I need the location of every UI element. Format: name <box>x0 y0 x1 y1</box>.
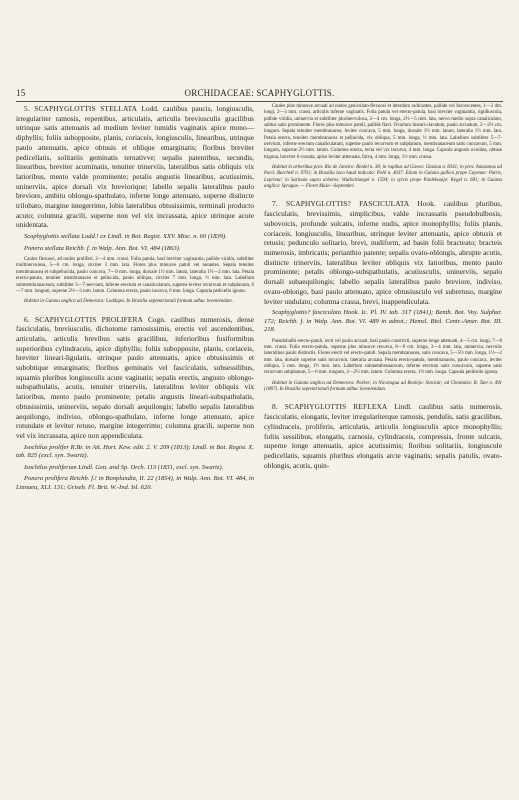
spacer <box>264 190 502 199</box>
species-7-heading: 7. SCAPHYGLOTTIS? FASCICULATA <box>272 199 410 209</box>
species-5-body: Lodd. caulibus paucis, longiusculis, irregulariter ramosis, repentibus, articulatis, articulis breviusculis gracilibus utrinque satis attenuatis ad medium leviter tumidis vaginatis apice mono—diphyllis; foliis subopposite, planis, coriaceis, longiusculis, linearibus, utrinque paulo attenuatis, apice obtusis et oblique emarginatis; floribus breviter pedicellatis, solitariis geminatis ternativve; sepalis patentibus, secundis, linearibus, breviter acuminatis, tenuiter trinerviis, lateralibus satis obliquis vix latioribus, mento valde prominente; petalis angustis linearibus, acutissimis, uninerviis, apice dorsali vix breviorique; labello sepalis lateralibus paulo breviore, ambitu oblongo-spathulato, inferne longe attenuato, superne distincte trilobato, margine integerrimo, lobis lateralibus obtusissimis, terminali producto acuto; columna gracili, superne non vel vix incrassata, apice utrinque acute unidentata. <box>16 104 255 230</box>
species-5-entry <box>16 104 254 230</box>
species-5-habitat: Habitat in Guiana anglica ad Demerara: Loddiges. In Brasilia septentrionali formam adhuc inveniendam. <box>24 299 233 305</box>
species-8-heading: 8. SCAPHYGLOTTIS REFLEXA <box>272 402 388 412</box>
species-5-description: Caules flexuosi, ad nodos proliferi, 2—4 mm. crassi. Folia patula, basi breviter vaginantia, pallide viridia, subtiliter multinervulosa, 5—6 cm. longa, circiter 3 mm. lata. Flores plus minusve patuli vel nutantes. Sepala tenuiter membranacea et subpellucida, paulo concava, 7—9 mm. longa, dorsale 1½ mm. latum, lateralia 1½—2 mm. lata. Petala erecto-patula, tenuiter membranacea et pellucida, paulo obliqua, circiter 7 mm. longa, ½ mm. lata. Labellum submembranaceum, subtiliter 5—7-nervium, inferne erectum et canaliculatum, superne leviter recurvum et subplanum, 6—7 mm. longum, superne 2½—3 mm. latum. Columna erecta, paulo incurva, 6 mm. longa. Capsula pedicello ignota. <box>16 257 254 294</box>
species-5-citation-2: Ponera stellata Reichb. f. in Walp. Ann. Bot. VI. 484 (1863). <box>24 244 181 252</box>
left-column <box>16 104 254 492</box>
species-5-heading: 5. SCAPHYGLOTTIS STELLATA <box>24 104 138 113</box>
species-7-body: Hook. caulibus pluribus, fasciculatis, brevissimis, simplicibus, valde incrassatis pseudobulbosis, subovoicis, profunde sulcatis, inferne nudis, apice monophyllis; foliis planis, coriaceis, longiusculis, linearibus, utrinque leviter attenuatis, apice obtusis et retusis; pedunculo solitario, brevi, nudiform, ad basin folii bracteato; bracteis numerosis, imbricatis; perianthio patente; sepalis ovato-oblongis, abrupte acutis, distincte trinerviis, lateralibus leviter obliquis vix latioribus, mento paulo prominente; petalis oblongo-subspathulatis, acutiusculis, uninerviis, sepalo dorsali subaequilongis; labello sepalis lateralibus paulo breviore, indiviso, ovato-oblongo, basi paulo attenuato, apice obtusiusculo vel subretuso, margine leviter undulato; columna crassa, brevi, inappendiculata. <box>264 199 502 306</box>
spacer <box>16 306 254 315</box>
running-title: ORCHIDACEAE: SCAPHYGLOTTIS. <box>184 88 335 98</box>
species-6-citation-3: Ponera prolifera Reichb. f.! in Bonplandia, II. 22 (1854), in Walp. Ann. Bot. VI. 484, in Linnaea, XLI. 131; Griseb. Fl. Brit. W.-Ind. Isl. 620. <box>16 475 254 491</box>
species-8-entry <box>264 402 502 470</box>
species-6-entry <box>16 315 254 441</box>
page-number: 15 <box>16 88 26 98</box>
species-8-body: Lindl. caulibus satis numerosis, fasciculatis, elongatis, leviter irregulariterque ramosis, pendulis, satis gracilibus, cylindraceis, proliferis, articulatis, articulis longiusculis apice monophyllis; foliis sessilibus, elongatis, carnosis, cylindraceis, compressis, fronte sulcatis, superne longe attenuatis, apice acutissimis; floribus solitariis, longiuscule pedicellatis, squamis pluribus elongatis arcte vaginatis; sepalis patulis, ovato-oblongis, acutis, quin- <box>264 402 502 470</box>
species-7-citation-1: Scaphyglottis? fasciculata Hook. Ic. Pl. IV. tab. 317 (1841); Benth. Bot. Voy. Sulphur. 172; Reichb. f. in Walp. Ann. Bot. VI. 489 in adnot.; Hemsl. Biol. Centr.-Amer. Bot. III. 218. <box>264 309 502 334</box>
species-5-citation-1: Scaphyglottis stellata Lodd.! ex Lindl. in Bot. Regist. XXV. Misc. n. 60 (1839). <box>24 233 227 241</box>
header-rule <box>16 101 503 102</box>
species-6-habitat: Habitat in arboribus prov. Rio de Janeiro: Riedel n. 38; in rupibus ad Gavea: Glaziou n. 8341; in prov. Amazonas ad Pará: Burchell n. 9761; in Brasilia loco haud indicato: Pohl n. 4637. Etiam in Guiana gallica prope Cayenne: Patris, Leprieur; in Surinam supra arbores: Wullschlaegel n. 1594; in sylvis prope Paidekouije: Kegel n. 681; in Guiana anglica: Sprague. — Floret Maio—Septembri. <box>264 165 502 190</box>
species-6-citation-2: Isochilus proliferum Lindl. Gen. and Sp. Orch. 113 (1831, excl. syn. Swartz). <box>24 463 224 471</box>
right-column <box>264 104 502 470</box>
species-6-heading: 6. SCAPHYGLOTTIS PROLIFERA <box>24 314 143 324</box>
species-6-description: Caules plus minusve arcuati ad nodos geniculato-flexuosi et interdum radicantes, pallide vel fuscescentes, 1—2 dm. longi, 2—3 mm. crassi, articulis inferne vaginatis. Folia patula vel erecto-patula, basi breviter vaginantia, rigidiuscula, pallide viridia, uninervia et subtiliter plurinervulosa, 2—4 cm. longa, 2½—5 mm. lata, nervo medio supra canaliculato, subtus satis prominente. Flores plus minusve patuli, pallide flavi. Ovarium lineari-clavatum, paulo arcuatum, 2—2½ cm. longum. Sepala tenuiter membranacea, leviter concava, 5 mm. longa, dorsale 1½ mm. latum, lateralia 1½ mm. lata. Petala erecta, tenuiter membranacea et pellucida, vix obliqua, 5 mm. longa, ½ mm. lata. Labellum subtiliter 5—7-nervium, inferne erectum canaliculatum, superne paulo recurvum et subplanum, membranaceum satis concavum, 5 mm. longum, superne 2½ mm. latum. Columna erecta, recta vel vix incurva, 4 mm. longa. Capsula angusto ovoidea, obtuse trigona, breviter 6-costata, apice leviter attenuata, fulva, 4 mm. longa, 1½ mm. crassa. <box>264 104 502 160</box>
spacer <box>264 393 502 402</box>
species-7-description: Pseudobulbi erecto-patuli, recti vel paulo arcuati, basi paulo constricti, superne longe attenuati, 4—5 cm. longi, 7—8 mm. crassi. Folia erecto-patula, superne plus minusve recurva, 8—9 cm. longa, 3—4 mm. lata, uninervia, nervulis lateralibus paulo distinctis. Flores erecti vel erecto-patuli. Sepala membranacea, satis concava, 5—5½ mm. longa, 1½—2 mm. lata, dorsale superne satis incurvum, lateralia arcuata. Petala erecto-patula, membranacea, paulo concava, leviter obliqua, 5 mm. longa, 1½ mm. lata. Labellum submembranaceum, inferne erectum satis concavum, superne satis recurvum subplanum, 5—6 mm. longum, 2—2½ mm. latum. Columna erecta, 1½ mm. longa. Capsula pedicello ignota. <box>264 338 502 376</box>
species-7-habitat: Habitat in Guiana anglica ad Demerara: Parker; in Nicaragua ad Realejo: Sinclair; ad Chontales: R. Tate n. 491 (1867). In Brasilia septentrionali formam adhuc inveniendam. <box>264 380 502 393</box>
species-6-citation-1: Isochilus prolifer R.Br. in Ait. Hort. Kew. edit. 2. V. 209 (1813); Lindl. in Bot. Regist. X. tab. 825 (excl. syn. Swartz). <box>16 443 254 460</box>
species-6-body: Cogn. caulibus numerosis, dense fasciculatis, breviusculis, dichotome ramosissimis, erectis vel ascendentibus, articulatis, articulis brevibus satis gracilibus, inferioribus fusiformibus superioribus cylindraceis, apice diphyllis; foliis subopposite, planis, coriaceis, breviter lineari-ligulatis, utrinque paulo attenuatis, apice obtusissimis et subobtique emarginatis; floribus geminatis vel fasciculatis, subsessilibus, squamis pluribus longiusculis acute vaginatis; sepalis erectis, angusto oblongo-subspathulatis, acutis, tenuiter trinerviis, lateralibus leviter obliquis vix latioribus, mento paulo prominente; petalis angustis lineari-subspathulatis, obtusissimis, uninerviis, sepalo dorsali aequilongis; labello sepalis lateralibus aequilongo, indiviso, oblongo-spathulato, inferne longe attenuato, apice rotundate et leviter retuso, margine integerrimo; columna gracili, superne non vel vix incrassata, apice non appendiculata. <box>16 314 254 440</box>
species-7-entry <box>264 199 502 306</box>
running-header <box>16 88 503 102</box>
